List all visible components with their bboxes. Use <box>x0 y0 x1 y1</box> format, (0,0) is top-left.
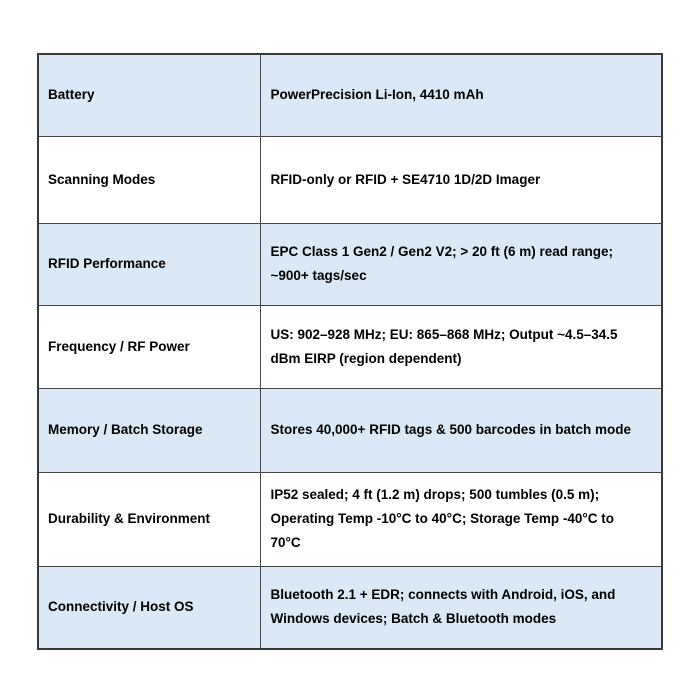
device-spec-table <box>37 53 663 650</box>
spec-label: Memory / Batch Storage <box>38 388 260 472</box>
table-row-durability-environment <box>38 472 662 566</box>
spec-value: Bluetooth 2.1 + EDR; connects with Android, iOS, and Windows devices; Batch & Bluetooth modes <box>260 566 662 649</box>
spec-label: Battery <box>38 54 260 136</box>
table-row-rfid-performance <box>38 223 662 305</box>
spec-value: PowerPrecision Li-Ion, 4410 mAh <box>260 54 662 136</box>
spec-label: Scanning Modes <box>38 136 260 223</box>
table-row-battery <box>38 54 662 136</box>
spec-value: EPC Class 1 Gen2 / Gen2 V2; > 20 ft (6 m) read range; ~900+ tags/sec <box>260 223 662 305</box>
spec-value: Stores 40,000+ RFID tags & 500 barcodes in batch mode <box>260 388 662 472</box>
spec-label: Connectivity / Host OS <box>38 566 260 649</box>
spec-label: Frequency / RF Power <box>38 305 260 388</box>
table-row-memory-batch-storage <box>38 388 662 472</box>
spec-value: IP52 sealed; 4 ft (1.2 m) drops; 500 tumbles (0.5 m); Operating Temp -10°C to 40°C; Storage Temp -40°C to 70°C <box>260 472 662 566</box>
spec-value: RFID-only or RFID + SE4710 1D/2D Imager <box>260 136 662 223</box>
spec-label: RFID Performance <box>38 223 260 305</box>
spec-label: Durability & Environment <box>38 472 260 566</box>
table-row-frequency-rf-power <box>38 305 662 388</box>
table-row-scanning-modes <box>38 136 662 223</box>
table-row-connectivity-host-os <box>38 566 662 649</box>
spec-value: US: 902–928 MHz; EU: 865–868 MHz; Output ~4.5–34.5 dBm EIRP (region dependent) <box>260 305 662 388</box>
